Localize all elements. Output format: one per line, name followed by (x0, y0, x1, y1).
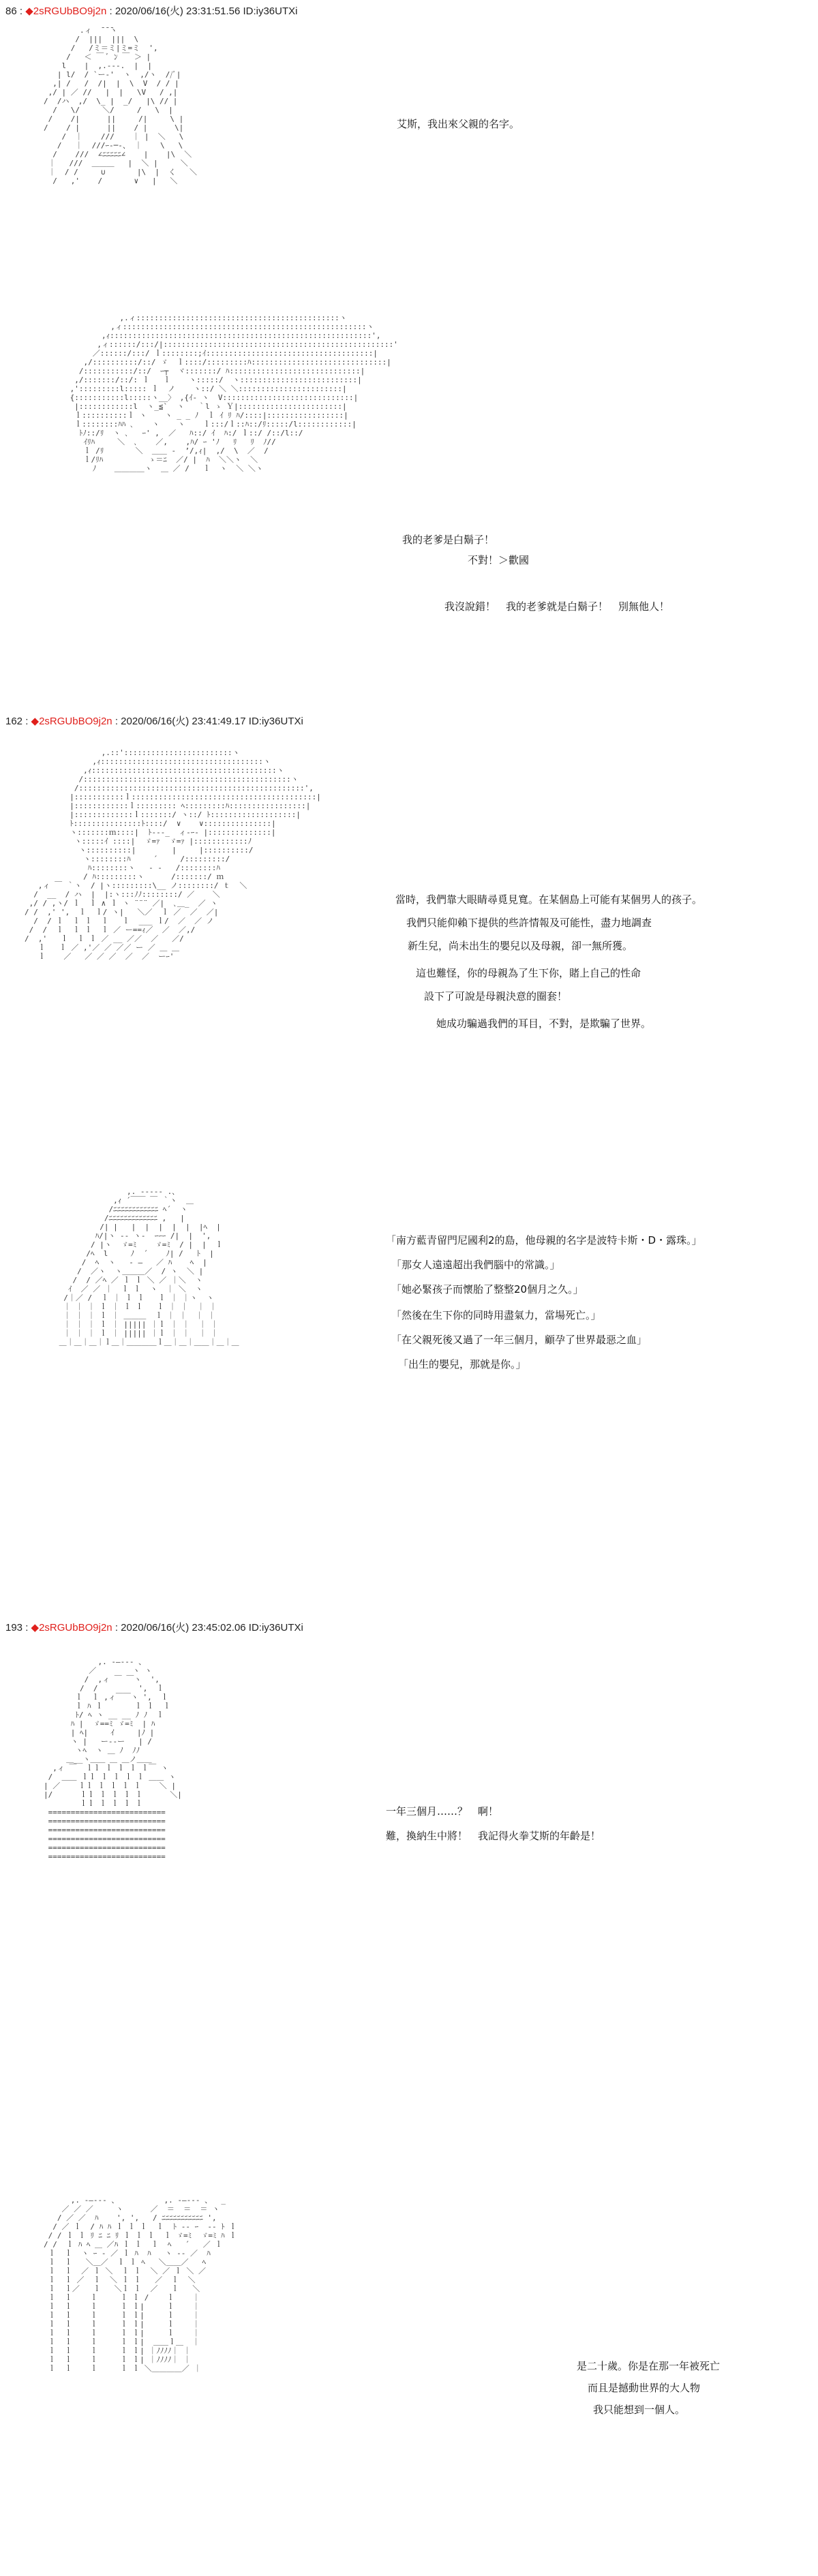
dialogue-line: 「那女人遠遠超出我們腦中的常識。」 (391, 1259, 560, 1271)
dialogue-line: 我只能想到一個人。 (593, 2404, 686, 2416)
dialogue-line: 我的老爹是白鬍子！ (402, 534, 495, 546)
post-separator: : (25, 1622, 29, 1634)
trip-mark: ◆ (31, 716, 40, 727)
dialogue-line: 新生兒，尚未出生的嬰兒以及母親，卻一無所獲。 (408, 940, 633, 952)
ascii-art-figure: ,. -―‐‐- 、 ,. -―‐‐- 、 _ ／ ／ ／ ヽ ／ ＝ ＝ ＝ ヽ / ／ ／ ﾊ ', ', / ﾆﾆﾆﾆﾆﾆﾆﾆﾆﾆﾆ ', / ／ ｌ / ﾊ ﾊ ｌ ｌ ｌ ｌ ﾄ ‐‐ ｰ ‐‐ ﾄ ｌ / / ｌ ｌ ﾘ ﾆ ﾆ ﾘ ｌ ｌ ｌ ｌ ゞ=ﾐ ゞ=ﾐ ﾊ ｌ / / ｌ ﾊ ﾍ ＿ ／ﾊ ｌ ｌ ｌ ﾍ ´ ／ ｌ ｌ ｌ ヽ ｰ ‐ ／ ｌ ﾊ ﾊ ヽ ‐‐ ／ ﾊ ｌ ｌ ＼＿／ ｌ ｌ ﾍ ＼＿＿／ ﾍ ｌ ｌ ／ ｌ ＼ ｌ ｌ ＼ ／ ｌ ＼ ／ ｌ ｌ ／ ｌ ＼ ｌ ｌ ／ ｌ ＼ ｌ ｌ／ ｌ ＼ｌ ｌ ／ ｌ ＼ ｌ ｌ ｌ ｌ ｌ / ｌ ｜ ｌ ｌ ｌ ｌ ｌ| ｌ ｜ ｌ ｌ ｌ ｌ ｌ| ｌ ｜ ｌ ｌ ｌ ｌ ｌ| ｌ ｜ ｌ ｌ ｌ ｌ ｌ| ｌ ｜ ｌ ｌ ｌ ｌ ｌ| ＿＿ｌ＿ ｜ ｌ ｌ ｌ ｌ ｌ| ｜ﾉﾉﾉﾉ｜ ｜ ｌ ｌ ｌ ｌ ｌ| ｜ﾉﾉﾉﾉ｜ ｜ ｌ ｌ ｌ ｌ ｌ ＼＿＿＿＿／ ｜ (44, 2196, 237, 2373)
ascii-art-figure: ,.ィ:::::::::::::::::::::::::::::::::::::::::::::ヽ ,ィ::::::::::::::::::::::::::::::::::::::::::::::::::::::ヽ ,ｨ::::::::::::::::::::::::::::::::::::::::::::::::::::::::::', ,ィ::::::/:::/|:::::::::::::::::::::::::::::::::::::::::::::::::::' ／::::::/:::/ ｌ::::::::;ｲ:::::::::::::::::::::::::::::::::::::| ,/::::::::::/::/ ゞ ｌ::::/:::::::::ﾊ::::::::::::::::::::::::::::::| /:::::::::::/::/ ｰ┬ ヾ:::::::/ ﾊ:::::::::::::::::::::::::::::| ,/:::::::/::/: ｌ ｌ ヽ:::::/ ヽ::::::::::::::::::::::::::| ,':::::::::l::::: ｌ ノ ヽ::/ ＼ ＼:::::::::::::::::::::::| {:::::::::::l:::::ヽ__〉 ,{ｲ‐ ヽ V:::::::::::::::::::::::::::::| |::::::::::::l ヽ_≦` ヽ ｀l ゝ Ｙ|:::::::::::::::::::::::| ｌ::::::::::ｌ ヽ ヽ _ _ ﾉ ｌ ｲ ﾘ ﾊ/::::|:::::::::::::::::| ｌ::::::::ﾊﾊ ､ ヽ ヽ ｌ:::/ｌ::ﾊ::/ﾘ:::::/l::::::::::::| ﾄﾉ::/ﾘ ヽ ､ ｰ' , ／ ﾊ::/ ｲ ﾊ:/ ｌ::/ /::/l::/ ｲﾘﾊ ＼ ､ ／, ,ﾊ/ ｰ 'ﾉ ﾘ ﾘ ﾉ// ｌ /ﾘ ＼ ＿＿ ‐ ’/,ｨ| ,/ \ ／ / ｌ/ﾘﾊ ゝ＝ﾆ ／/ | ﾊ ＼＼ヽ ＼ ﾉ ＿＿＿＿ヽ ＿ ／ / ｌ ヽ ＼ ＼ヽ (70, 313, 398, 473)
dialogue-line: 當時，我們靠大眼睛尋覓見寬。在某個島上可能有某個男人的孩子。 (395, 893, 703, 906)
dialogue-line: 是二十歲。你是在那一年被死亡 (577, 2360, 721, 2372)
post-number: 193 (5, 1622, 23, 1634)
ascii-art-figure: ,. -‐‐‐- .、 ,ｨ ´￣￣ ￣ ｀ヽ ＿ /ﾆﾆﾆﾆﾆﾆﾆﾆﾆﾆﾆﾆ ﾍ´ ヽ /ﾆﾆﾆﾆﾆﾆﾆﾆﾆﾆﾆﾆﾆ , | /| | | | | | | |ﾍ | ﾊ/|ヽ ‐‐ ヽ- ｰｰｰ /| | ', / |ヽ ゞ=ﾐ ゞ=ﾐ / | | ｌ /ﾍ l ﾉ ´ ﾉ| / ﾄ | / ﾍ ヽ ‐ ― ／ ﾊ ﾍ | / ／ヽ ヽ＿＿＿／ / ヽ ＼ | / / ／ﾍ ／ ｌ ｌ ＼ ／ ｜＼ ヽ ｲ ／ ／ ｜ ｌ ｌ ヽ ｜ ＼ ヽ /｜／ / ｌ ｜ ｌ ｌ ｌ ｜ ｜ヽ ヽ ｜ ｜ ｜ ｌ ｜ ｌ ｌ ｌ ｜ ｜ ｜ ｜ ｜ ｜ ｜ ｌ ｜ ＿＿＿ ｌ ｜ ｜ ｜ ｜ ｜ ｜ ｜ ｌ ｜ ||||| ｜ｌ ｜ ｜ ｜ ｜ ｜ ｜ ｜ ｌ ｜ ||||| ｜ｌ ｜ ｜ ｜ ｜ ＿｜＿｜＿｜ｌ＿｜＿＿＿＿ｌ＿｜＿｜＿＿｜＿｜＿ (59, 1187, 239, 1347)
dialogue-line: 而且是撼動世界的大人物 (588, 2382, 701, 2394)
dialogue-line: 「在父親死後又過了一年三個月，顧孕了世界最惡之血」 (391, 1334, 648, 1346)
post-separator: : (115, 716, 118, 727)
post-header (5, 4, 298, 19)
dialogue-line: 我沒說錯！ 我的老爹就是白鬍子！ 別無他人！ (444, 600, 670, 613)
dialogue-line: 難，換納生中將！ 我記得火拳艾斯的年齡是！ (386, 1830, 601, 1842)
dialogue-line: 我們只能仰賴下提供的些許情報及可能性，盡力地調查 (406, 917, 652, 929)
post-separator: : (25, 716, 29, 727)
dialogue-line: 「出生的嬰兒，那就是你。」 (398, 1358, 526, 1370)
post-date-id: 2020/06/16(火) 23:41:49.17 ID:iy36UTXi (121, 716, 303, 727)
ascii-art-figure: .ィ ̄ ̄ ̄ヽ / ||| ||| \ / /ミ＝ミ|ミ=ミ ', / ＜ ￣ ﾞ ﾝ ￣ ＞ | l | ,.-‐-. | | | l/ / `ー‐' ヽ ,/ヽ //ﾞ| ,| / / /| | \ V / / | ,/ | ／ // | | \V / ,| / /ハ ,/ \_ | _/ |\ // | / \/ ＼/ / \ | / /| || /| \ | / / | || / | \| / ｜ /// ｜ | ＼ \ / ｜ ///ｰ‐─-、 ｜ \ \ / /// ∠ﾆﾆﾆﾆﾆ∠ | |\ ＼ ｜ /// ＿＿＿ | ＼ | ＼ ｜ / / ∪ |\ | く ＼ / ,' / ∨ | ＼ (44, 26, 198, 185)
post-number: 86 (5, 5, 17, 17)
dialogue-line: 不對！＞歡國 (468, 554, 530, 566)
dialogue-line: 設下了可說是母親決意的圈套！ (424, 990, 568, 1002)
dialogue-line: 這也難怪，你的母親為了生下你，賭上自己的性命 (416, 967, 641, 979)
post-date-id: 2020/06/16(火) 23:45:02.06 ID:iy36UTXi (121, 1622, 303, 1634)
dialogue-line: 一年三個月……？ 啊！ (386, 1805, 499, 1818)
post-separator: : (109, 5, 112, 17)
post-separator: : (19, 5, 23, 17)
dialogue-line: 她成功騙過我們的耳目，不對，是欺騙了世界。 (436, 1017, 652, 1030)
dialogue-line: 艾斯，我出來父親的名字。 (397, 118, 520, 130)
post-date-id: 2020/06/16(火) 23:31:51.56 ID:iy36UTXi (115, 5, 298, 17)
post-header (5, 1621, 303, 1636)
dialogue-line: 「南方藍青留門尼國利2的島，他母親的名字是波特卡斯・D・露珠。」 (386, 1234, 702, 1246)
post-separator: : (115, 1622, 118, 1634)
post-number: 162 (5, 716, 23, 727)
tripcode-link[interactable]: 2sRGUbBO9j2n (33, 5, 107, 17)
post-header (5, 714, 303, 729)
trip-mark: ◆ (31, 1622, 40, 1634)
ascii-art-figure: ,.::'::::::::::::::::::::::::ヽ ,ｨ::::::::::::::::::::::::::::::::::::ヽ ,ｨ:::::::::::::::::::::::::::::::::::::::::ヽ /::::::::::::::::::::::::::::::::::::::::::::::ヽ /::::::::::::::::::::::::::::::::::::::::::::::::::', |:::::::::::ｌ:::::::::::::::::::::::::::::::::::::::::| |::::::::::::ｌ::::::::: ﾍ:::::::::ﾊ:::::::::::::::::| |:::::::::::::ｌ:::::::/ ヽ::/ ﾄ:::::::::::::::::::| ﾄ:::::::::::::::ﾄ::::/ ∨ ∨:::::::::::::::| ヽ:::::::ｍ::::| ﾄ-‐‐_ ィ‐ｰ- |::::::::::::::| ヽ:::::ｲ ::::| ゞ=ｧ ゞ=ｧ |::::::::::::ﾉ ヽ::::::::::| | |::::::::::/ ヽ::::::::ﾊ ´ /:::::::::/ ﾊ::::::::ヽ ‐ ‐ /::::::::ﾊ / ﾊ:::::::::ヽ /:::::::/ ｍ ,ィ ￣ ｀ヽ / |ヽ:::::::::\__ ノ::::::::/ ｔ ＼ / __ / ハ | |:ヽ:::ﾉﾉ::::::::/ ／ ＼ ,/ / ,ヽ/ ｌ ｌ ∧ ｌ ヽ ¨¨¨ ／| ､＿_ ／ ヽ / / ,' ', ｌ ｌ/ ヽ| ＼／ ｌ ／ ／ ／| / / ｌ ｌ ｌ ｌ ｌ ___ ｌ/ ／ ／ ノ / / ｌ ｌ ｌ ｌ ／ ー==ｨ／ ／ ／,/ / ,' ｌ ｌ ｌ ／ __ ／／ ／ ／/ ｌ ｌ ／ ,'／ ／ ／／ ー ／ ＿ ＿ ｌ ／ ／ ／ ／ ／ ／ ーｰ' (25, 748, 321, 961)
trip-mark: ◆ (25, 5, 33, 17)
dialogue-line: 「她必緊孩子而懷胎了整整20個月之久。」 (391, 1283, 584, 1295)
tripcode-link[interactable]: 2sRGUbBO9j2n (39, 1622, 112, 1634)
ascii-art-figure: ,. -―‐‐- 、 ／ ヽ ヽ / ,ィ ￣ ￣ヽ ', / / ', ｌ ｌ ｌ ,ィ￣￣ヽ ', ｌ ｌ ﾊ ｌ ｌ ｌ ｌ ﾄ/ ﾍ ヽ __ __ ﾉ ﾉ ｌ ﾊ | ゞ==ﾐ ゞ=ﾐ | ﾊ | ﾍ| ｲ |ﾉ | ヽ | ー‐‐ー | / ヽﾍ ヽ ＿ ﾉ ﾉﾉ ＿__ヽ＿＿ ＿ ＿ノ＿＿ ,ィ ￣ ｌｌ ｌ ｌ ｌ ｌ￣ ヽ / ＿＿ ｌｌ ｌ ｌ ｌ ｌ ＿＿ ヽ | ／ ｌｌ ｌ ｌ ｌ ｌ ＼ | |/ ｌｌ ｌ ｌ ｌ ｌ ＼| ｌｌ ｌ ｌ ｌ ｌ ========================== ========================== ========================== ========================== ========================== ========================== (44, 1657, 182, 1861)
tripcode-link[interactable]: 2sRGUbBO9j2n (39, 716, 112, 727)
dialogue-line: 「然後在生下你的同時用盡氣力，當場死亡。」 (391, 1309, 601, 1321)
